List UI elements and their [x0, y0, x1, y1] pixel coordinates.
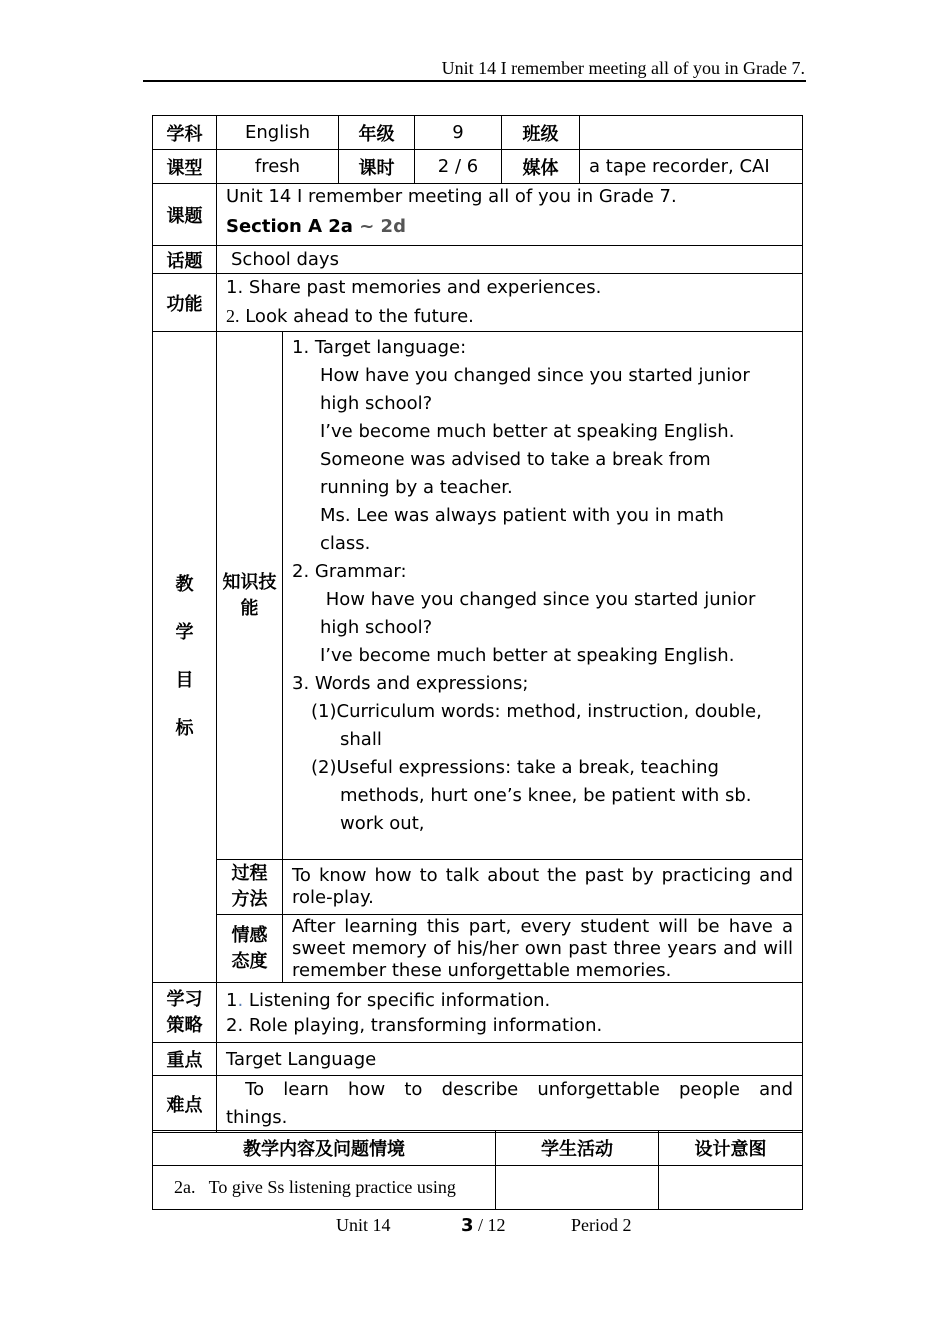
topic-section: Section A 2a: [226, 216, 353, 237]
period-value: 2 / 6: [415, 150, 502, 184]
col-intent-header: 设计意图: [659, 1131, 803, 1166]
strategy-item-2: 2. Role playing, transforming information.: [226, 1014, 603, 1036]
strategy-item-1-dot: .: [237, 989, 244, 1011]
function-label: 功能: [153, 274, 217, 332]
knowledge-line: I’ve become much better at speaking English.: [320, 421, 735, 442]
key-label: 重点: [153, 1043, 217, 1076]
knowledge-line: running by a teacher.: [320, 477, 513, 498]
knowledge-line: How have you changed since you started junior: [320, 365, 750, 386]
function-item-2-text: Look ahead to the future.: [239, 306, 474, 327]
strategy-item-1: [226, 988, 802, 1013]
objectives-char-4: 标: [175, 718, 194, 739]
subject-label: 学科: [153, 116, 217, 150]
knowledge-line: Ms. Lee was always patient with you in math: [320, 505, 724, 526]
theme-label: 话题: [153, 246, 217, 274]
knowledge-label: 知识技能: [217, 332, 283, 860]
header-rule: [143, 80, 806, 82]
col-content-header: 教学内容及问题情境: [153, 1131, 496, 1166]
knowledge-line: Someone was advised to take a break from: [320, 449, 711, 470]
objectives-char-3: 目: [175, 670, 194, 691]
knowledge-line: high school?: [320, 617, 433, 638]
class-label: 班级: [502, 116, 580, 150]
knowledge-line: shall: [340, 729, 382, 750]
difficulty-value: To learn how to describe unforgettable people and things.: [217, 1076, 803, 1133]
knowledge-line: work out,: [340, 813, 425, 834]
media-value: a tape recorder, CAI: [580, 150, 803, 184]
subject-value: English: [217, 116, 339, 150]
emotion-value: After learning this part, every student will be have a sweet memory of his/her own past three years and will remember these unforgettable memories.: [283, 915, 803, 983]
footer-page: [461, 1215, 506, 1236]
process-value: To know how to talk about the past by practicing and role-play.: [283, 860, 803, 915]
type-label: 课型: [153, 150, 217, 184]
objectives-char-2: 学: [175, 622, 194, 643]
theme-value: School days: [217, 246, 803, 274]
topic-label: 课题: [153, 184, 217, 246]
process-label: 过程方法: [217, 860, 283, 915]
grade-label: 年级: [339, 116, 415, 150]
function-item-2: [226, 302, 802, 331]
knowledge-line: class.: [320, 533, 371, 554]
knowledge-cell: [283, 332, 803, 860]
difficulty-label: 难点: [153, 1076, 217, 1133]
footer-page-current: 3: [461, 1215, 474, 1236]
topic-line-1: Unit 14 I remember meeting all of you in Grade 7.: [226, 186, 677, 207]
topic-line-2: [226, 210, 802, 244]
row-2a-activity: [496, 1166, 659, 1210]
knowledge-line: I’ve become much better at speaking English.: [320, 645, 735, 666]
page-header-title: Unit 14 I remember meeting all of you in Grade 7.: [441, 58, 805, 78]
key-value: Target Language: [217, 1043, 803, 1076]
topic-range: ~ 2d: [352, 216, 406, 237]
function-item-2-num: 2.: [226, 306, 240, 326]
period-label: 课时: [339, 150, 415, 184]
knowledge-line: methods, hurt one’s knee, be patient with sb.: [340, 785, 752, 806]
knowledge-line: 2. Grammar:: [292, 561, 407, 582]
function-cell: [217, 274, 803, 332]
knowledge-line: 1. Target language:: [292, 337, 467, 358]
objectives-label: [153, 332, 217, 983]
grade-value: 9: [415, 116, 502, 150]
topic-cell: [217, 184, 803, 246]
knowledge-line: (1)Curriculum words: method, instruction, double,: [311, 701, 762, 722]
row-2a-intent: [659, 1166, 803, 1210]
type-value: fresh: [217, 150, 339, 184]
footer-unit: Unit 14: [336, 1215, 391, 1235]
strategy-item-1-text: Listening for specific information.: [243, 989, 551, 1011]
knowledge-line: 3. Words and expressions;: [292, 673, 529, 694]
col-activity-header: 学生活动: [496, 1131, 659, 1166]
function-item-1: 1. Share past memories and experiences.: [226, 277, 602, 298]
emotion-label: 情感态度: [217, 915, 283, 983]
knowledge-line: high school?: [320, 393, 433, 414]
activity-table: [152, 1130, 803, 1210]
knowledge-line: How have you changed since you started junior: [320, 589, 756, 610]
knowledge-line: (2)Useful expressions: take a break, teaching: [311, 757, 719, 778]
strategy-label: 学习策略: [153, 983, 217, 1043]
lesson-plan-table: [152, 115, 803, 1133]
class-value: [580, 116, 803, 150]
footer-period: Period 2: [571, 1215, 632, 1235]
media-label: 媒体: [502, 150, 580, 184]
objectives-char-1: 教: [175, 574, 194, 595]
strategy-cell: [217, 983, 803, 1043]
footer-page-total: / 12: [473, 1215, 506, 1235]
strategy-item-1-num: 1: [226, 989, 238, 1011]
row-2a-content: 2a. To give Ss listening practice using: [153, 1166, 496, 1210]
